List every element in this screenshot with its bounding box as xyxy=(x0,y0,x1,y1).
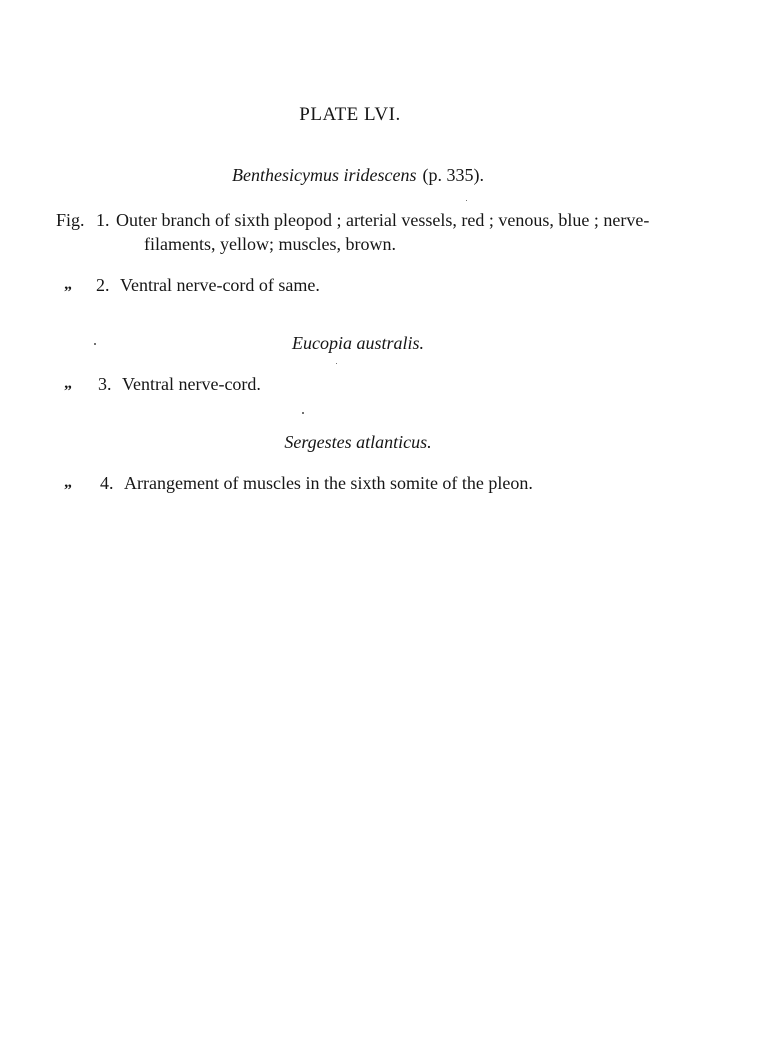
species-name: Benthesicymus iridescens xyxy=(232,165,417,185)
figure-number: 2. xyxy=(96,275,110,295)
figure-caption-text-continued: filaments, yellow; muscles, brown. xyxy=(144,234,396,254)
species-heading-eucopia xyxy=(8,333,708,354)
plate-title xyxy=(0,104,700,126)
scan-speck xyxy=(302,412,304,414)
species-heading-sergestes xyxy=(8,432,708,453)
species-page-reference: (p. 335). xyxy=(422,165,484,185)
figure-ditto-mark: „ xyxy=(64,375,71,392)
figure-caption-3 xyxy=(64,371,664,397)
figure-ditto-mark: „ xyxy=(64,276,71,293)
plate-title-text: PLATE LVI. xyxy=(299,104,401,125)
figure-caption-text: Outer branch of sixth pleopod ; arterial vessels, red ; venous, blue ; nerve- xyxy=(116,210,650,230)
figure-caption-2 xyxy=(64,272,664,298)
figure-caption-text: Ventral nerve-cord. xyxy=(122,374,261,394)
scan-speck xyxy=(94,343,96,345)
figure-number: 4. xyxy=(100,473,114,493)
species-name: Sergestes atlanticus. xyxy=(284,432,432,452)
figure-ditto-mark: „ xyxy=(64,474,71,491)
figure-caption-text: Arrangement of muscles in the sixth somite of the pleon. xyxy=(124,473,533,493)
figure-number: 3. xyxy=(98,374,112,394)
scan-speck xyxy=(466,200,467,201)
figure-number: 1. xyxy=(96,210,110,230)
figure-prefix: Fig. xyxy=(56,210,85,230)
figure-caption-4 xyxy=(64,470,664,496)
species-heading-benthesicymus xyxy=(8,165,708,186)
figure-caption-text: Ventral nerve-cord of same. xyxy=(120,275,320,295)
scan-speck xyxy=(336,363,337,364)
figure-caption-1 xyxy=(56,207,756,259)
species-name: Eucopia australis. xyxy=(291,333,424,353)
